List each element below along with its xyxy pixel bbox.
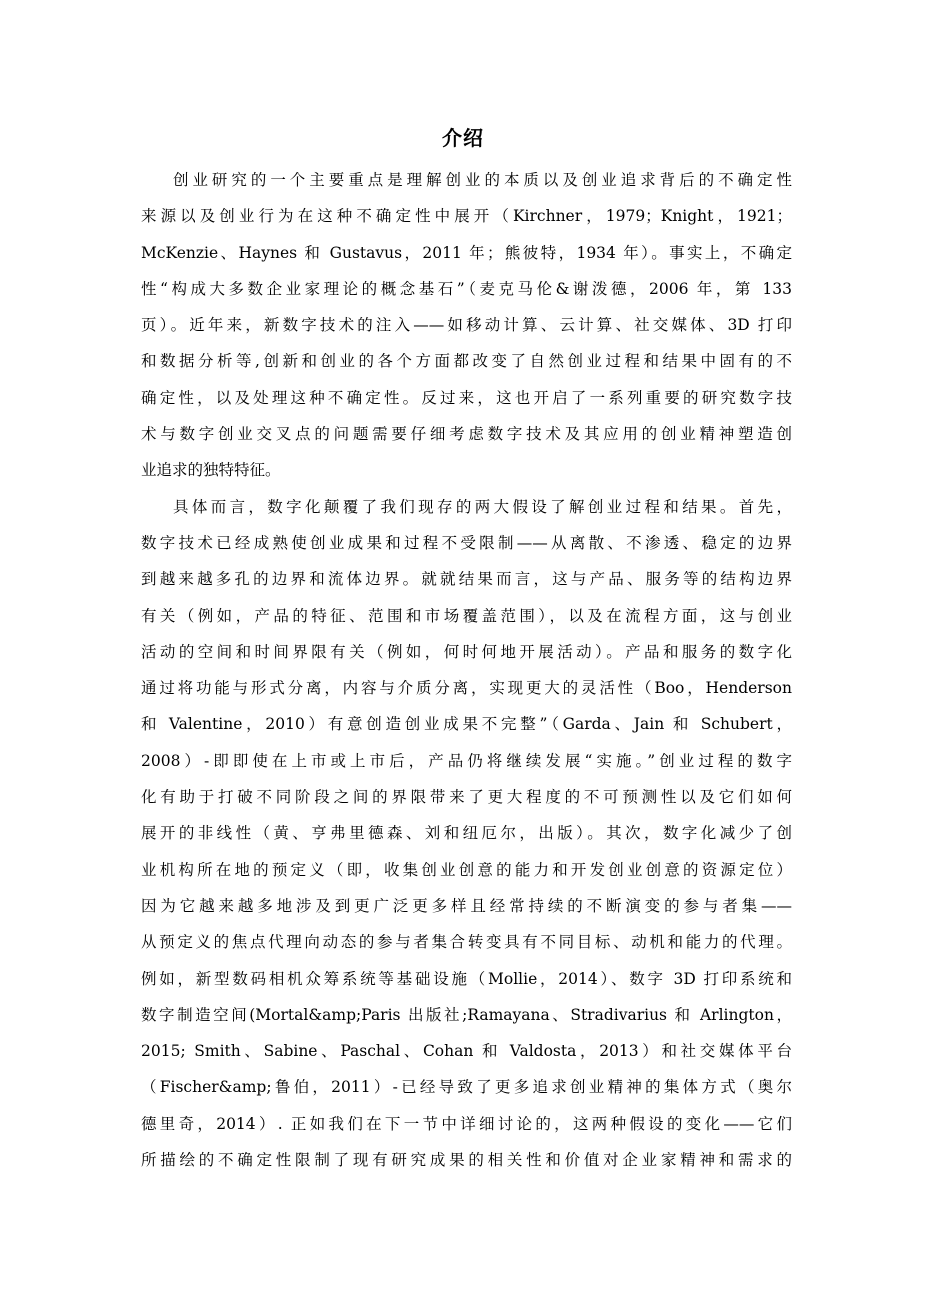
text-line: 来源以及创业行为在这种不确定性中展开（Kirchner，1979；Knight，1921； xyxy=(141,207,792,226)
text-line: 和数据分析等,创新和创业的各个方面都改变了自然创业过程和结果中固有的不 xyxy=(141,352,792,371)
text-line: 数字制造空间(Mortal&amp;Paris 出版社;Ramayana、Stradivarius 和 Arlington， xyxy=(141,1005,792,1024)
text-line: 确定性，以及处理这种不确定性。反过来，这也开启了一系列重要的研究数字技 xyxy=(141,388,792,407)
text-line: 因为它越来越多地涉及到更广泛更多样且经常持续的不断演变的参与者集—— xyxy=(141,896,792,915)
text-line: 所描绘的不确定性限制了现有研究成果的相关性和价值对企业家精神和需求的 xyxy=(141,1151,792,1170)
paragraph-2 xyxy=(141,489,792,1179)
page-title: 介绍 xyxy=(442,126,484,150)
text-line: 和 Valentine，2010）有意创造创业成果不完整”（Garda、Jain 和 Schubert， xyxy=(141,715,792,734)
text-line: 化有助于打破不同阶段之间的界限带来了更大程度的不可预测性以及它们如何 xyxy=(141,788,792,807)
text-line: 性“构成大多数企业家理论的概念基石”（麦克马伦&谢泼德，2006 年，第 133 xyxy=(141,279,792,298)
text-line: McKenzie、Haynes 和 Gustavus，2011 年；熊彼特，1934 年）。事实上，不确定 xyxy=(141,243,792,262)
document-body xyxy=(141,162,792,1178)
text-line: 创业研究的一个主要重点是理解创业的本质以及创业追求背后的不确定性 xyxy=(173,171,792,189)
text-line: 有关（例如，产品的特征、范围和市场覆盖范围），以及在流程方面，这与创业 xyxy=(141,606,792,625)
text-line: 2015; Smith、Sabine、Paschal、Cohan 和 Valdosta，2013）和社交媒体平台 xyxy=(141,1042,792,1061)
text-line: 从预定义的焦点代理向动态的参与者集合转变具有不同目标、动机和能力的代理。 xyxy=(141,933,792,952)
text-line: 业机构所在地的预定义（即，收集创业创意的能力和开发创业创意的资源定位） xyxy=(141,860,792,879)
text-line: 展开的非线性（黄、亨弗里德森、刘和纽厄尔，出版）。其次，数字化减少了创 xyxy=(141,824,792,843)
text-line: 数字技术已经成熟使创业成果和过程不受限制——从离散、不渗透、稳定的边界 xyxy=(141,533,792,552)
text-line: 页）。近年来，新数字技术的注入——如移动计算、云计算、社交媒体、3D 打印 xyxy=(141,316,792,335)
text-line: 具体而言，数字化颠覆了我们现存的两大假设了解创业过程和结果。首先， xyxy=(173,497,792,516)
text-line: 通过将功能与形式分离，内容与介质分离，实现更大的灵活性（Boo，Henderson xyxy=(141,679,792,698)
text-line: 2008）-即即使在上市或上市后，产品仍将继续发展“实施。”创业过程的数字 xyxy=(141,751,792,770)
text-line: 德里奇，2014）. 正如我们在下一节中详细讨论的，这两种假设的变化——它们 xyxy=(141,1114,792,1133)
text-line: 术与数字创业交叉点的问题需要仔细考虑数字技术及其应用的创业精神塑造创 xyxy=(141,425,792,444)
text-line: 活动的空间和时间界限有关（例如，何时何地开展活动）。产品和服务的数字化 xyxy=(141,642,792,661)
text-line: 到越来越多孔的边界和流体边界。就就结果而言，这与产品、服务等的结构边界 xyxy=(141,570,792,589)
text-line: 业追求的独特特征。 xyxy=(141,461,281,480)
text-line: 例如，新型数码相机众筹系统等基础设施（Mollie，2014）、数字 3D 打印系统和 xyxy=(141,969,792,988)
text-line: （Fischer&amp;鲁伯，2011）-已经导致了更多追求创业精神的集体方式（奥尔 xyxy=(141,1078,792,1097)
paragraph-1 xyxy=(141,162,792,489)
